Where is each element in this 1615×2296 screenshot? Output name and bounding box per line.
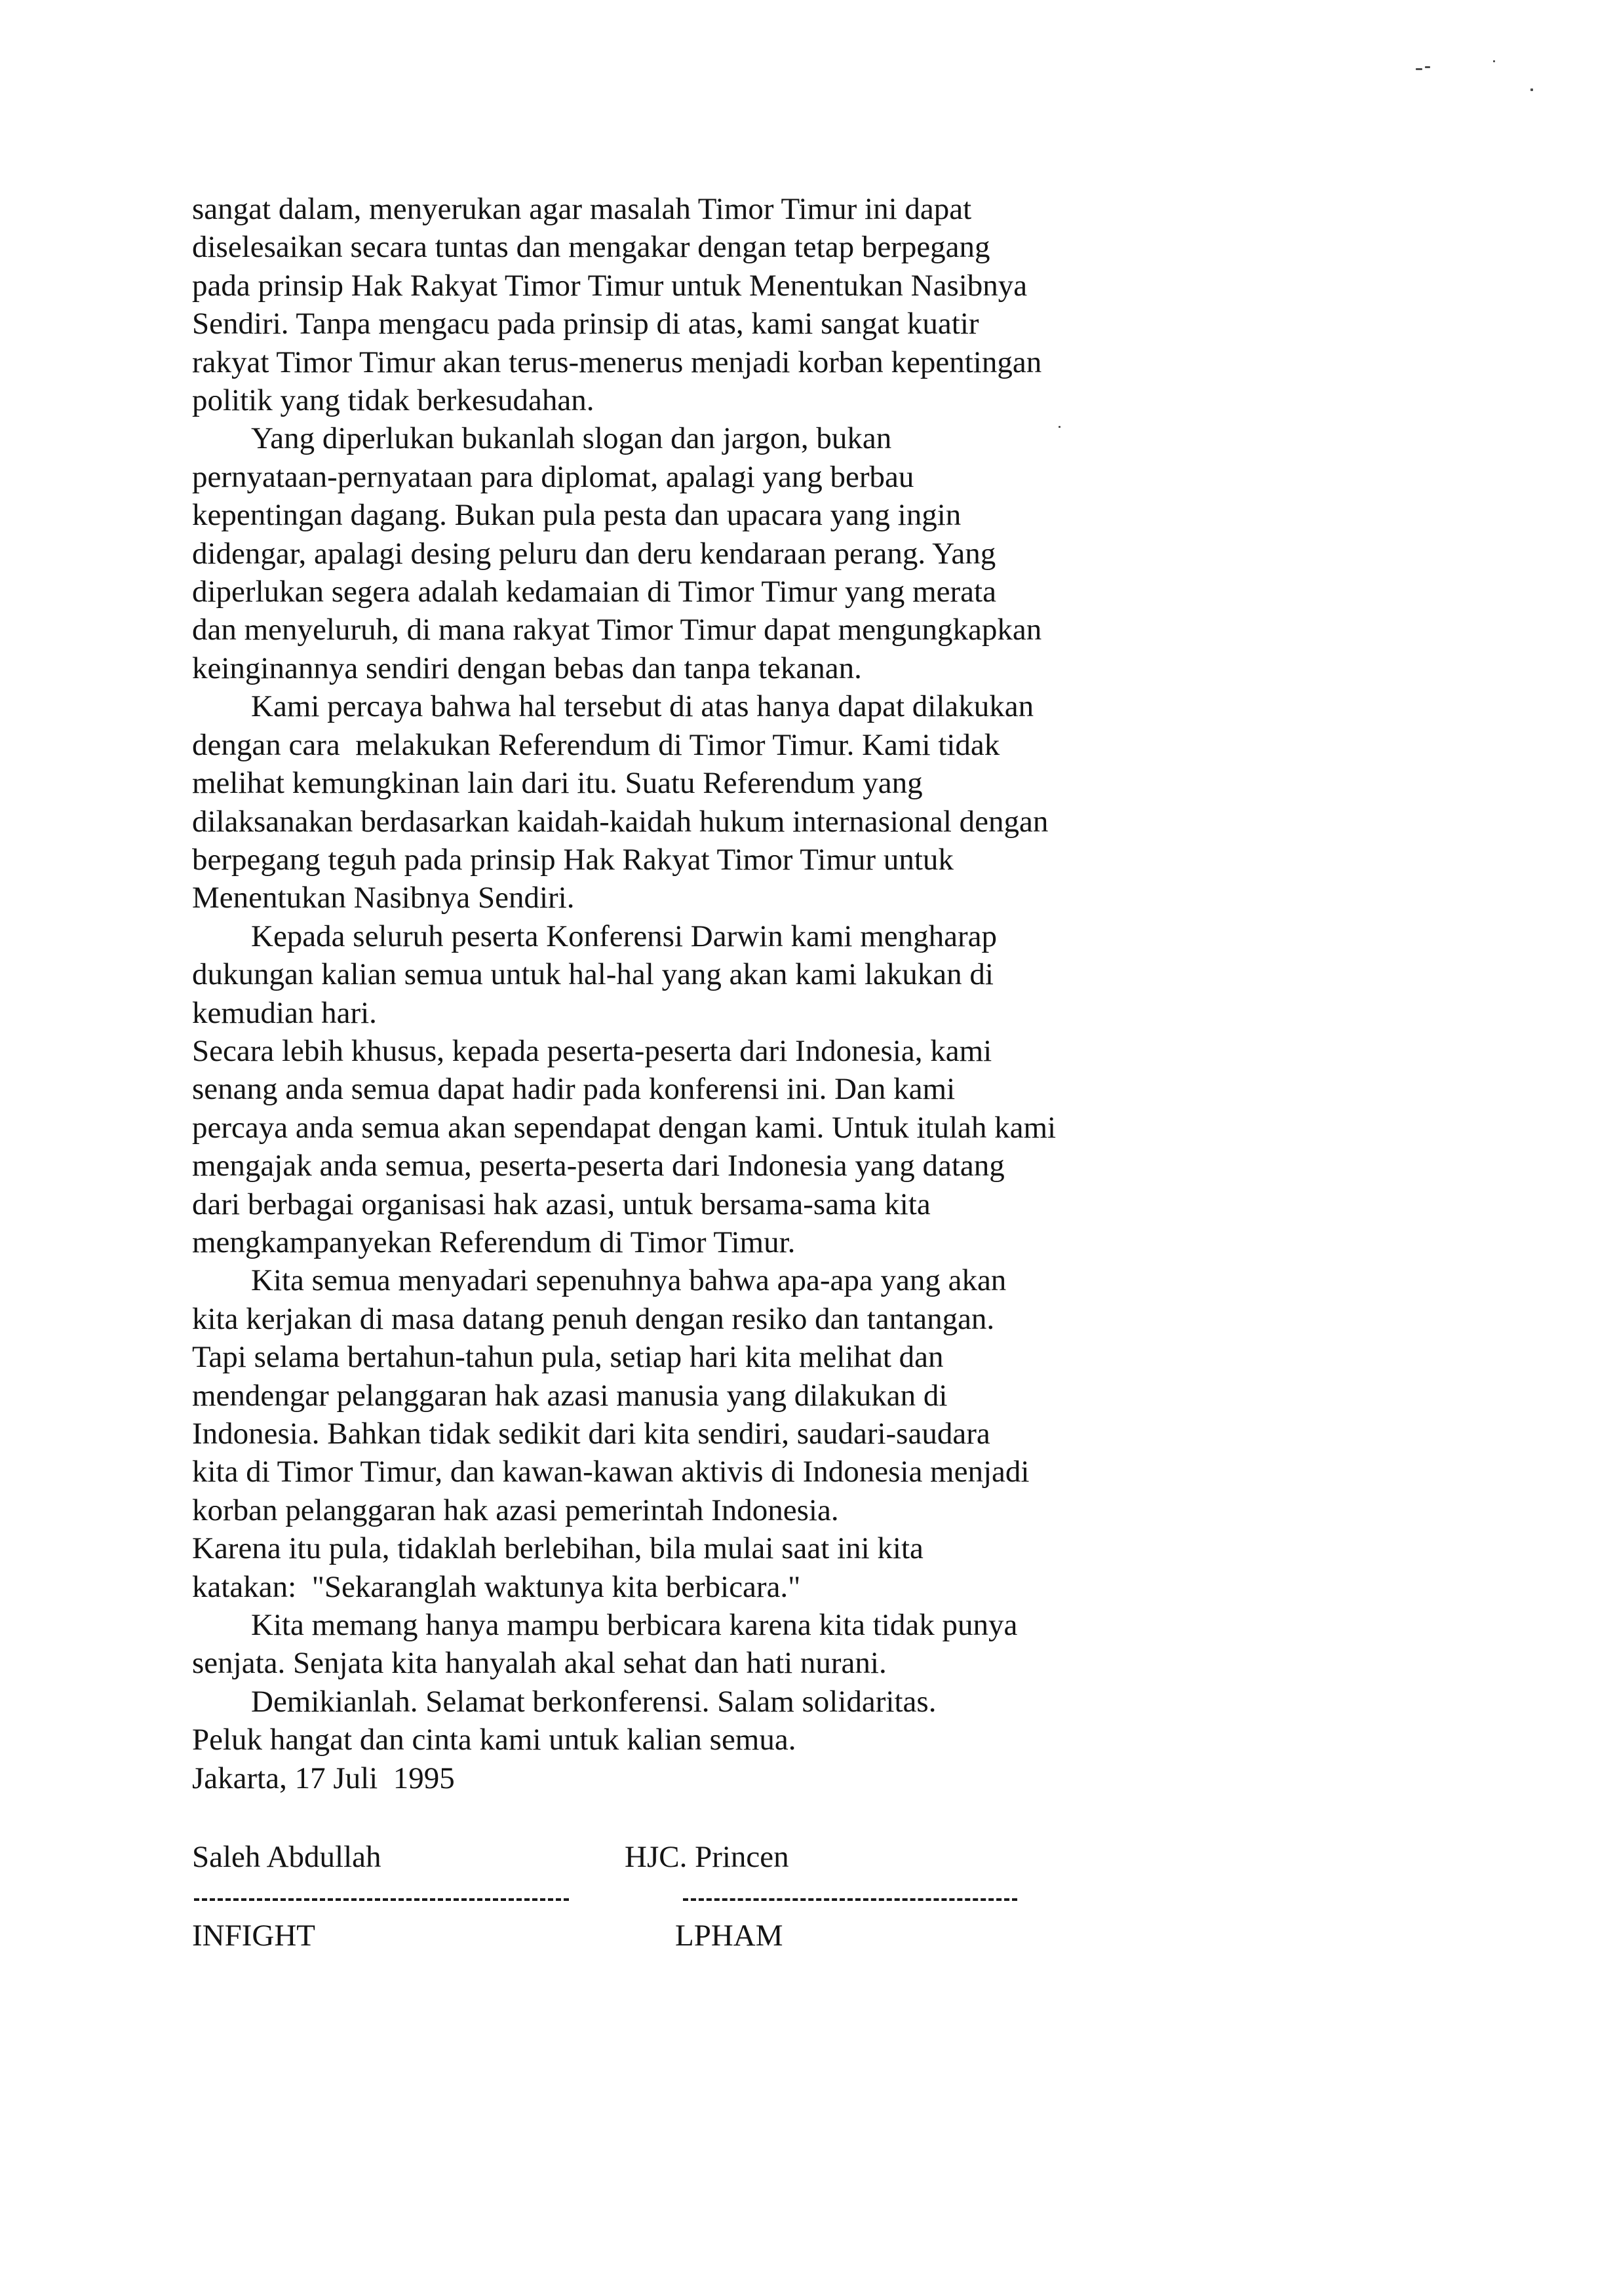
- body-line: kita di Timor Timur, dan kawan-kawan aktivis di Indonesia menjadi: [192, 1455, 1030, 1489]
- body-line: kita kerjakan di masa datang penuh dengan resiko dan tantangan.: [192, 1301, 995, 1336]
- body-line: diselesaikan secara tuntas dan mengakar dengan tetap berpegang: [192, 230, 990, 265]
- body-line: pernyataan-pernyataan para diplomat, apalagi yang berbau: [192, 459, 914, 494]
- scan-speck: [1416, 68, 1422, 70]
- body-line: Karena itu pula, tidaklah berlebihan, bila mulai saat ini kita: [192, 1531, 924, 1566]
- body-line: Menentukan Nasibnya Sendiri.: [192, 881, 575, 915]
- date-line: Jakarta, 17 Juli 1995: [192, 1761, 455, 1795]
- body-line: Sendiri. Tanpa mengacu pada prinsip di atas, kami sangat kuatir: [192, 307, 979, 341]
- letter-body: [192, 190, 1175, 1797]
- signatory-right-organization: LPHAM: [675, 1919, 783, 1953]
- body-line: percaya anda semua akan sependapat dengan kami. Untuk itulah kami: [192, 1110, 1057, 1145]
- body-line: mendengar pelanggaran hak azasi manusia yang dilakukan di: [192, 1378, 948, 1413]
- body-line: pada prinsip Hak Rakyat Timor Timur untuk Menentukan Nasibnya: [192, 268, 1028, 303]
- signatory-left-name: Saleh Abdullah: [192, 1840, 381, 1874]
- body-line: rakyat Timor Timur akan terus-menerus menjadi korban kepentingan: [192, 345, 1042, 379]
- body-line: diperlukan segera adalah kedamaian di Timor Timur yang merata: [192, 575, 996, 609]
- paragraph-start-line: Kami percaya bahwa hal tersebut di atas hanya dapat dilakukan: [251, 689, 1034, 724]
- body-line: senjata. Senjata kita hanyalah akal sehat dan hati nurani.: [192, 1646, 887, 1681]
- body-line: dan menyeluruh, di mana rakyat Timor Timur dapat mengungkapkan: [192, 613, 1042, 647]
- body-line: Indonesia. Bahkan tidak sedikit dari kita sendiri, saudari-saudara: [192, 1417, 990, 1451]
- signatory-left-organization: INFIGHT: [192, 1919, 315, 1953]
- scan-speck: [1530, 88, 1533, 91]
- body-line: sangat dalam, menyerukan agar masalah Timor Timur ini dapat: [192, 192, 972, 226]
- closing-line: Peluk hangat dan cinta kami untuk kalian semua.: [192, 1723, 796, 1757]
- body-line: senang anda semua dapat hadir pada konferensi ini. Dan kami: [192, 1072, 956, 1107]
- closing-line: Demikianlah. Selamat berkonferensi. Salam solidaritas.: [251, 1684, 937, 1719]
- body-line: dilaksanakan berdasarkan kaidah-kaidah hukum internasional dengan: [192, 804, 1049, 839]
- body-line: kemudian hari.: [192, 995, 377, 1030]
- paragraph-start-line: Yang diperlukan bukanlah slogan dan jargon, bukan: [251, 421, 892, 456]
- body-line: didengar, apalagi desing peluru dan deru kendaraan perang. Yang: [192, 536, 996, 571]
- body-line: mengajak anda semua, peserta-peserta dari Indonesia yang datang: [192, 1149, 1005, 1183]
- body-line: katakan: "Sekaranglah waktunya kita berbicara.": [192, 1569, 801, 1604]
- body-line: keinginannya sendiri dengan bebas dan tanpa tekanan.: [192, 651, 862, 685]
- scan-speck: [1425, 66, 1430, 68]
- paragraph-start-line: Kita memang hanya mampu berbicara karena kita tidak punya: [251, 1608, 1018, 1643]
- body-line: Secara lebih khusus, kepada peserta-peserta dari Indonesia, kami: [192, 1033, 992, 1068]
- body-line: melihat kemungkinan lain dari itu. Suatu Referendum yang: [192, 766, 923, 801]
- body-line: mengkampanyekan Referendum di Timor Timur.: [192, 1225, 796, 1259]
- scan-speck: [1493, 60, 1495, 62]
- signatory-right-name: HJC. Princen: [625, 1840, 789, 1874]
- signature-line-right: [683, 1898, 1017, 1901]
- body-line: kepentingan dagang. Bukan pula pesta dan upacara yang ingin: [192, 498, 962, 533]
- paragraph-start-line: Kita semua menyadari sepenuhnya bahwa apa-apa yang akan: [251, 1263, 1007, 1298]
- body-line: Tapi selama bertahun-tahun pula, setiap hari kita melihat dan: [192, 1340, 944, 1375]
- body-line: dari berbagai organisasi hak azasi, untuk bersama-sama kita: [192, 1187, 931, 1221]
- body-line: dukungan kalian semua untuk hal-hal yang akan kami lakukan di: [192, 957, 994, 992]
- paragraph-start-line: Kepada seluruh peserta Konferensi Darwin kami mengharap: [251, 919, 998, 953]
- body-line: korban pelanggaran hak azasi pemerintah Indonesia.: [192, 1493, 839, 1527]
- body-line: dengan cara melakukan Referendum di Timor Timur. Kami tidak: [192, 727, 1000, 762]
- signature-line-left: [194, 1898, 569, 1901]
- body-line: berpegang teguh pada prinsip Hak Rakyat Timor Timur untuk: [192, 842, 954, 877]
- body-line: politik yang tidak berkesudahan.: [192, 383, 594, 418]
